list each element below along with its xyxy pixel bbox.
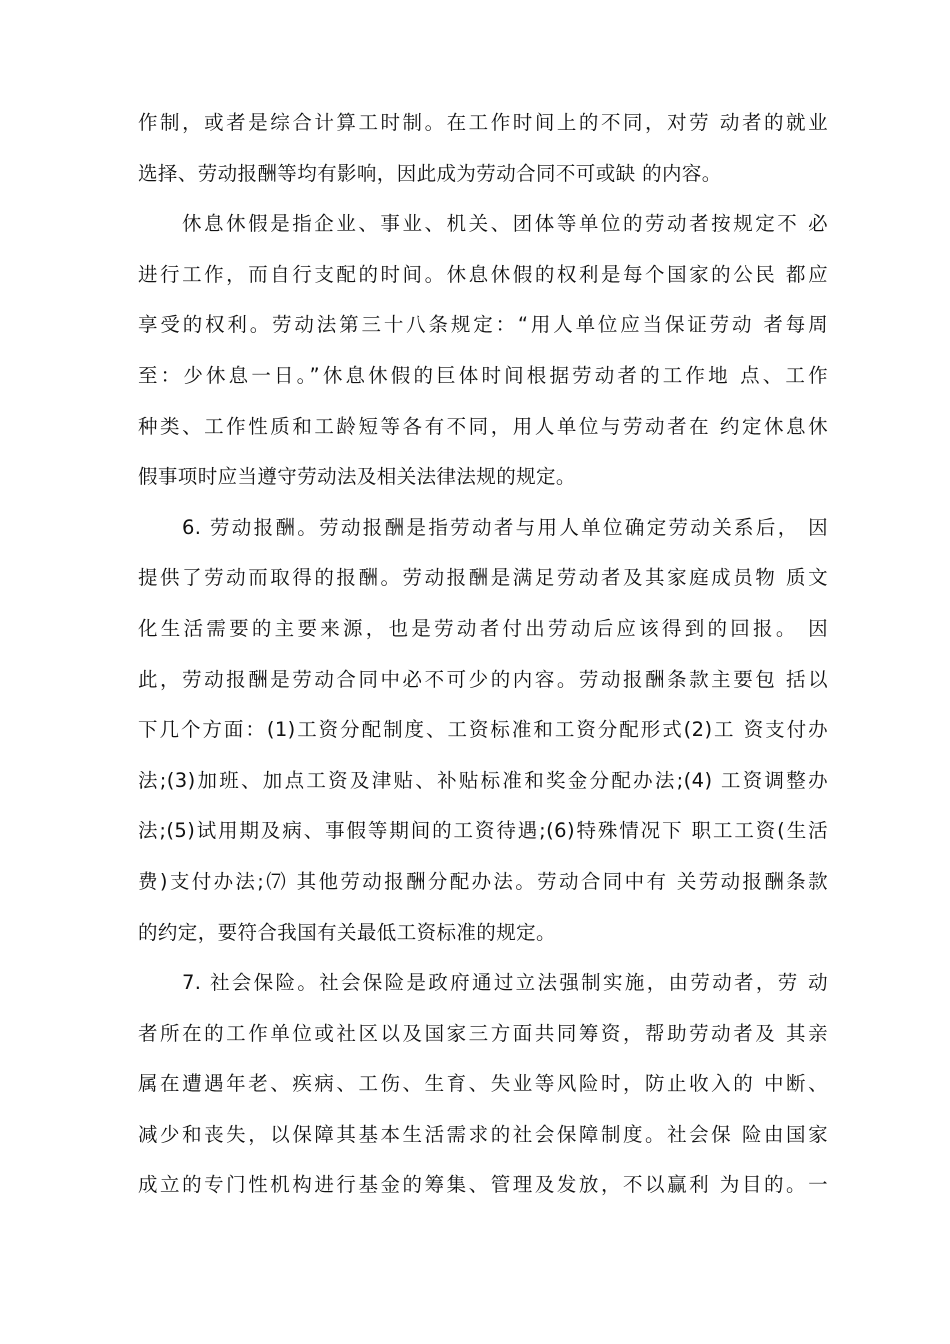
paragraph-working-hours-end xyxy=(138,98,828,199)
text-line: 提供了劳动而取得的报酬。劳动报酬是满足劳动者及其家庭成员物 质文 xyxy=(138,566,828,590)
text-line: 至：少休息一日。”休息休假的巨体时间根据劳动者的工作地 点、工作 xyxy=(138,363,828,387)
text-line: 法;(3)加班、加点工资及津贴、补贴标准和奖金分配办法;(4) 工资调整办 xyxy=(138,768,828,792)
text-line: 下几个方面：(1)工资分配制度、工资标准和工资分配形式(2)工 资支付办 xyxy=(138,718,828,742)
text-line: 休息休假是指企业、事业、机关、团体等单位的劳动者按规定不 必 xyxy=(182,212,828,236)
text-line: 种类、工作性质和工龄短等各有不同，用人单位与劳动者在 约定休息休 xyxy=(138,414,828,438)
text-line: 属在遭遇年老、疾病、工伤、生育、失业等风险时，防止收入的 中断、 xyxy=(138,1072,828,1096)
text-line: 法;(5)试用期及病、事假等期间的工资待遇;(6)特殊情况下 职工工资(生活 xyxy=(138,819,828,843)
text-line: 成立的专门性机构进行基金的筹集、管理及发放，不以赢利 为目的。一 xyxy=(138,1173,828,1197)
text-line: 选择、劳动报酬等均有影响，因此成为劳动合同不可或缺 的内容。 xyxy=(138,161,722,185)
text-line: 7. 社会保险。社会保险是政府通过立法强制实施，由劳动者，劳 动 xyxy=(182,971,828,995)
paragraph-labor-remuneration xyxy=(138,503,828,958)
text-line: 化生活需要的主要来源，也是劳动者付出劳动后应该得到的回报。 因 xyxy=(138,616,828,640)
text-line: 减少和丧失，以保障其基本生活需求的社会保障制度。社会保 险由国家 xyxy=(138,1122,828,1146)
text-line: 6. 劳动报酬。劳动报酬是指劳动者与用人单位确定劳动关系后， 因 xyxy=(182,515,828,539)
text-line: 假事项时应当遵守劳动法及相关法律法规的规定。 xyxy=(138,465,576,489)
text-line: 享受的权利。劳动法第三十八条规定：“用人单位应当保证劳动 者每周 xyxy=(138,313,828,337)
text-line: 费)支付办法;⑺ 其他劳动报酬分配办法。劳动合同中有 关劳动报酬条款 xyxy=(138,869,828,893)
document-body xyxy=(138,98,828,1211)
text-line: 者所在的工作单位或社区以及国家三方面共同筹资，帮助劳动者及 其亲 xyxy=(138,1021,828,1045)
paragraph-social-insurance xyxy=(138,958,828,1211)
text-line: 的约定，要符合我国有关最低工资标准的规定。 xyxy=(138,920,556,944)
text-line: 作制，或者是综合计算工时制。在工作时间上的不同，对劳 动者的就业 xyxy=(138,111,828,134)
text-line: 此，劳动报酬是劳动合同中必不可少的内容。劳动报酬条款主要包 括以 xyxy=(138,667,828,691)
text-line: 进行工作，而自行支配的时间。休息休假的权利是每个国家的公民 都应 xyxy=(138,262,828,286)
paragraph-rest-leave xyxy=(138,199,828,503)
